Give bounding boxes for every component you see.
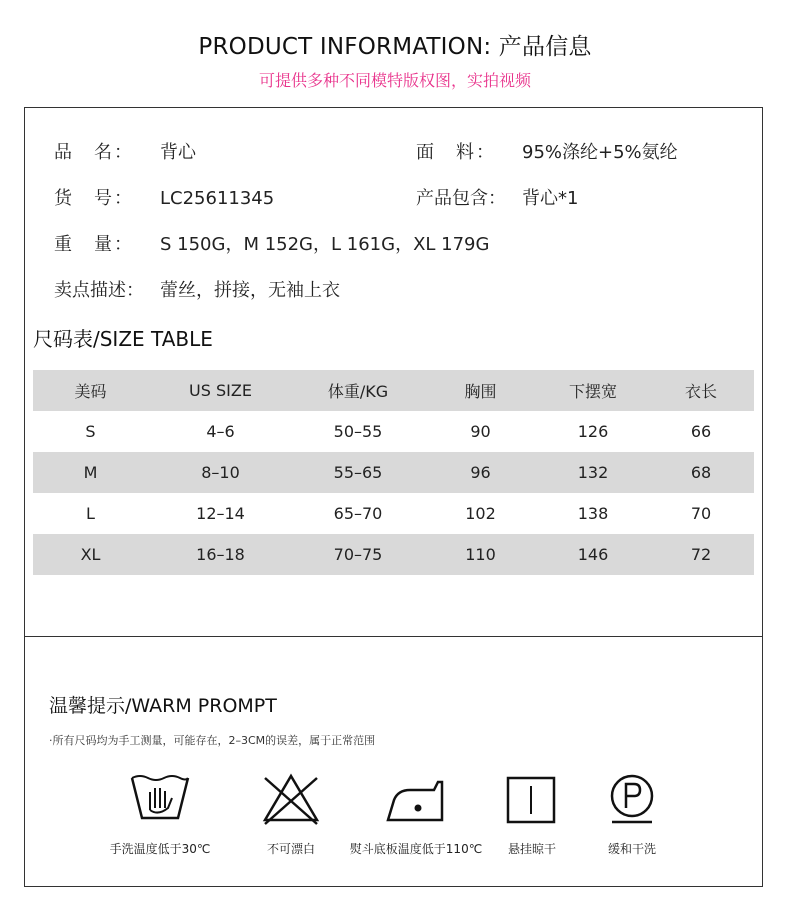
table-cell: 16–18 [196, 545, 245, 564]
info-fabric [416, 138, 678, 164]
info-name-label: 品 名： [54, 142, 134, 163]
care-label: 悬挂晾干 [507, 842, 556, 856]
info-item-label: 货 号： [54, 188, 134, 209]
care-item-dry-clean [592, 770, 672, 857]
info-weight-value: S 150G，M 152G，L 161G，XL 179G [160, 234, 490, 255]
care-label: 不可漂白 [266, 842, 315, 856]
care-label: 熨斗底板温度低于110℃ [349, 842, 483, 856]
info-weight-label: 重 量： [54, 234, 134, 255]
table-cell: 110 [465, 545, 496, 564]
table-cell: M [83, 463, 98, 482]
size-table-heading: 尺码表/SIZE TABLE [33, 327, 213, 351]
column-header: 体重/KG [327, 382, 389, 401]
care-item-line-dry [492, 770, 572, 857]
info-selling-points [54, 276, 340, 302]
column-header: US SIZE [189, 381, 252, 400]
column-header: 衣长 [684, 382, 717, 401]
care-item-iron [340, 770, 492, 857]
care-label: 缓和干洗 [607, 842, 656, 856]
table-cell: 132 [577, 463, 609, 482]
table-cell: 70 [690, 504, 712, 523]
care-item-hand-wash [100, 770, 220, 857]
info-includes-label: 产品包含： [416, 188, 506, 209]
table-cell: 55–65 [333, 463, 383, 482]
gentle-dry-clean-icon [600, 770, 664, 826]
column-header: 胸围 [464, 382, 497, 401]
table-cell: 66 [690, 422, 712, 441]
table-cell: 68 [690, 463, 712, 482]
column-header: 下摆宽 [568, 382, 617, 401]
iron-low-icon [384, 770, 448, 826]
page-subtitle: 可提供多种不同模特版权图，实拍视频 [258, 71, 531, 90]
table-cell: 65–70 [333, 504, 383, 523]
info-name-value: 背心 [160, 142, 196, 163]
table-row [33, 534, 754, 575]
info-item-value: LC25611345 [160, 188, 275, 209]
table-header-row [33, 370, 754, 411]
line-dry-icon [500, 770, 564, 826]
column-header: 美码 [74, 382, 107, 401]
warm-prompt-note: ·所有尺码均为手工测量，可能存在，2–3CM的误差，属于正常范围 [49, 734, 376, 747]
info-weight [54, 230, 489, 256]
table-cell: 72 [690, 545, 712, 564]
table-row [33, 493, 754, 534]
info-includes [416, 184, 578, 210]
table-cell: XL [80, 545, 101, 564]
table-cell: 90 [470, 422, 491, 441]
info-fabric-label: 面 料： [416, 142, 496, 163]
table-cell: L [86, 504, 95, 523]
hand-wash-icon [128, 770, 192, 826]
table-cell: S [85, 422, 96, 441]
table-cell: 12–14 [196, 504, 245, 523]
warm-prompt-heading: 温馨提示/WARM PROMPT [49, 695, 277, 717]
table-cell: 102 [465, 504, 496, 523]
table-cell: 70–75 [333, 545, 383, 564]
table-cell: 138 [577, 504, 609, 523]
info-includes-value: 背心*1 [522, 188, 579, 209]
table-cell: 96 [470, 463, 491, 482]
table-cell: 126 [577, 422, 609, 441]
care-label: 手洗温度低于30℃ [109, 842, 211, 856]
table-row [33, 411, 754, 452]
size-table [33, 370, 754, 575]
no-bleach-icon [259, 770, 323, 826]
care-item-no-bleach [236, 770, 346, 857]
info-name [54, 138, 196, 164]
info-selling-value: 蕾丝，拼接，无袖上衣 [160, 280, 340, 301]
page-title: PRODUCT INFORMATION: 产品信息 [198, 34, 592, 60]
table-cell: 4–6 [206, 422, 235, 441]
info-fabric-value: 95%涤纶+5%氨纶 [522, 142, 678, 163]
info-item-no [54, 184, 274, 210]
info-selling-label: 卖点描述： [54, 280, 144, 301]
section-divider [24, 636, 763, 637]
table-cell: 146 [577, 545, 609, 564]
table-cell: 8–10 [201, 463, 240, 482]
table-row [33, 452, 754, 493]
table-cell: 50–55 [333, 422, 383, 441]
